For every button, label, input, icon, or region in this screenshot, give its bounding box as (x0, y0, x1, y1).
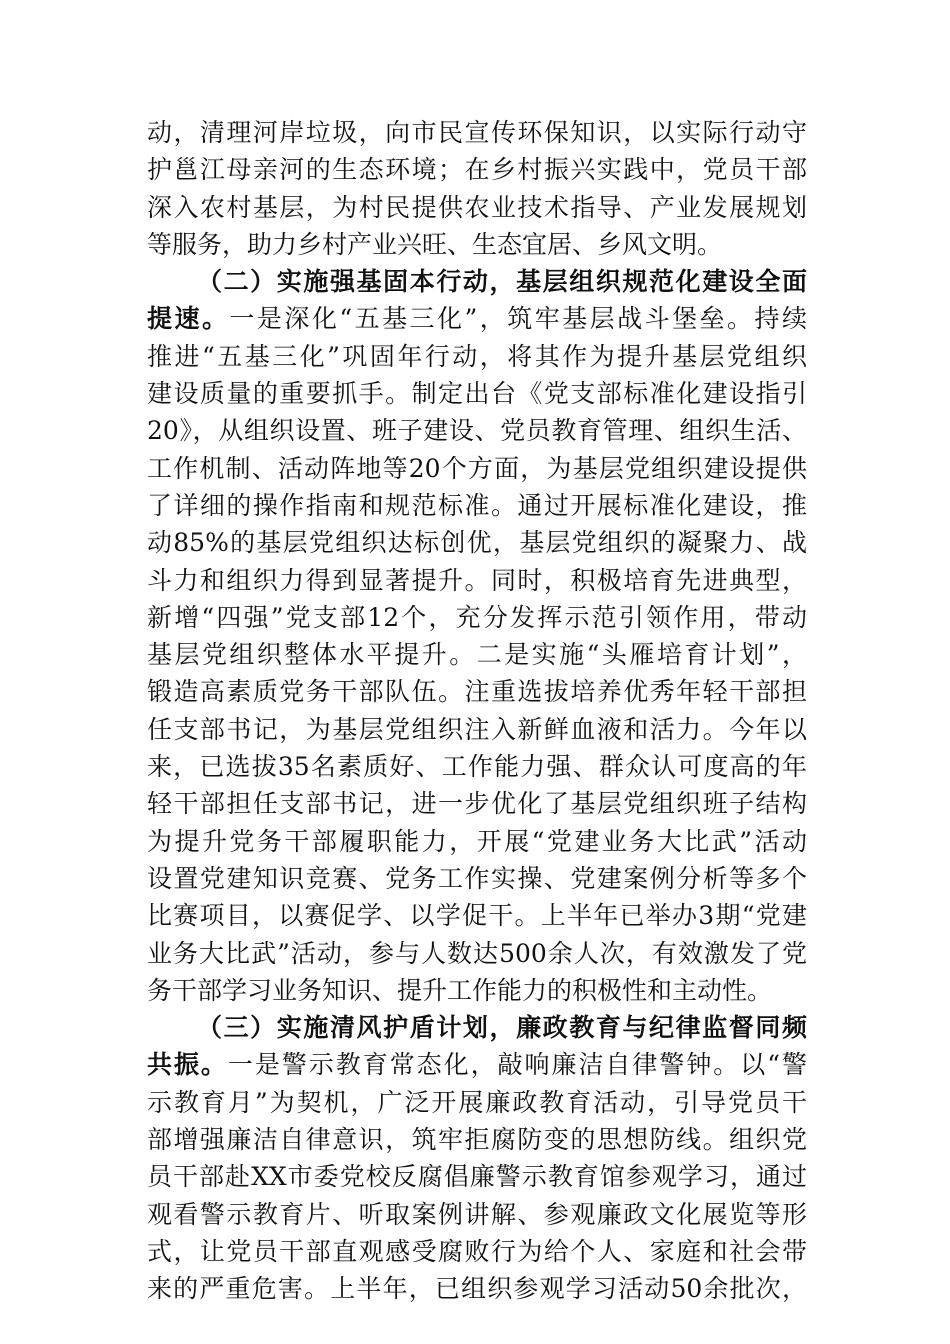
text-segment: 动，清理河岸垃圾，向市民宣传环保知识，以实际行动守 (147, 118, 807, 147)
text-segment: 来，已选拔35名素质好、工作能力强、群众认可度高的年 (147, 752, 807, 782)
paragraph-heading-line (147, 1009, 807, 1046)
text-segment: 工作机制、活动阵地等20个方面，为基层党组织建设提供 (147, 453, 807, 483)
text-line (147, 1046, 807, 1083)
text-line (147, 338, 807, 375)
bold-text-segment: （二）实施强基固本行动，基层组织规范化建设全面 (197, 267, 807, 297)
text-segment: 部增强廉洁自律意识，筑牢拒腐防变的思想防线。组织党 (147, 1125, 807, 1155)
text-segment: 护邕江母亲河的生态环境；在乡村振兴实践中，党员干部 (147, 155, 807, 185)
text-line (147, 375, 807, 412)
text-line (147, 151, 807, 188)
text-segment: 轻干部担任支部书记，进一步优化了基层党组织班子结构 (147, 789, 807, 819)
text-line (147, 972, 807, 1009)
text-line (147, 1196, 807, 1233)
text-segment: 斗力和组织力得到显著提升。同时，积极培育先进典型， (147, 565, 807, 595)
text-line (147, 711, 807, 748)
text-line (147, 1158, 807, 1195)
text-line (147, 524, 807, 561)
text-segment: 推进“五基三化”巩固年行动，将其作为提升基层党组织 (147, 341, 807, 371)
text-segment: 新增“四强”党支部12个，充分发挥示范引领作用，带动 (147, 602, 807, 632)
text-line (147, 189, 807, 226)
bold-text-segment: 提速。 (147, 304, 230, 334)
text-segment: 员干部赴XX市委党校反腐倡廉警示教育馆参观学习，通过 (147, 1162, 807, 1192)
text-line (147, 785, 807, 822)
text-segment: 业务大比武”活动，参与人数达500余人次，有效激发了党 (147, 938, 807, 968)
text-line (147, 300, 807, 337)
text-segment: 深入农村基层，为村民提供农业技术指导、产业发展规划 (147, 192, 807, 222)
text-segment: 一是警示教育常态化，敲响廉洁自律警钟。以“警 (227, 1050, 807, 1080)
text-segment: 等服务，助力乡村产业兴旺、生态宜居、乡风文明。 (147, 229, 723, 259)
bold-text-segment: 共振。 (147, 1050, 228, 1080)
text-line (147, 823, 807, 860)
text-segment: 来的严重危害。上半年，已组织参观学习活动50余批次， (147, 1274, 807, 1304)
text-segment: 式，让党员干部直观感受腐败行为给个人、家庭和社会带 (147, 1236, 807, 1266)
text-line (147, 748, 807, 785)
text-segment: 观看警示教育片、听取案例讲解、参观廉政文化展览等形 (147, 1199, 807, 1229)
text-segment: 任支部书记，为基层党组织注入新鲜血液和活力。今年以 (147, 714, 807, 744)
text-segment: 锻造高素质党务干部队伍。注重选拔培养优秀年轻干部担 (147, 677, 807, 707)
text-line (147, 562, 807, 599)
text-segment: 设置党建知识竞赛、党务工作实操、党建案例分析等多个 (147, 863, 807, 893)
text-segment: 为提升党务干部履职能力，开展“党建业务大比武”活动 (147, 826, 807, 856)
text-segment: 动85%的基层党组织达标创优，基层党组织的凝聚力、战 (147, 528, 807, 558)
bold-text-segment: （三）实施清风护盾计划，廉政教育与纪律监督同频 (197, 1013, 807, 1043)
text-segment: 示教育月”为契机，广泛开展廉政教育活动，引导党员干 (147, 1087, 807, 1117)
text-line (147, 673, 807, 710)
text-segment: 基层党组织整体水平提升。二是实施“头雁培育计划”， (147, 640, 807, 670)
text-segment: 建设质量的重要抓手。制定出台《党支部标准化建设指引 (147, 379, 807, 409)
text-line (147, 450, 807, 487)
text-line (147, 599, 807, 636)
text-line (147, 636, 807, 673)
text-line (147, 1270, 807, 1307)
text-segment: 了详细的操作指南和规范标准。通过开展标准化建设，推 (147, 490, 807, 520)
text-line (147, 114, 807, 151)
text-line (147, 487, 807, 524)
text-line (147, 860, 807, 897)
paragraph-heading-line (147, 263, 807, 300)
text-line (147, 935, 807, 972)
document-body (147, 114, 807, 1308)
text-line (147, 1084, 807, 1121)
text-segment: 比赛项目，以赛促学、以学促干。上半年已举办3期“党建 (147, 901, 807, 931)
text-line (147, 412, 807, 449)
text-line (147, 226, 807, 263)
text-line (147, 1121, 807, 1158)
text-line (147, 1233, 807, 1270)
text-segment: 务干部学习业务知识、提升工作能力的积极性和主动性。 (147, 975, 773, 1005)
text-segment: 一是深化“五基三化”，筑牢基层战斗堡垒。持续 (229, 304, 807, 334)
text-segment: 20》，从组织设置、班子建设、党员教育管理、组织生活、 (147, 416, 807, 446)
text-line (147, 897, 807, 934)
